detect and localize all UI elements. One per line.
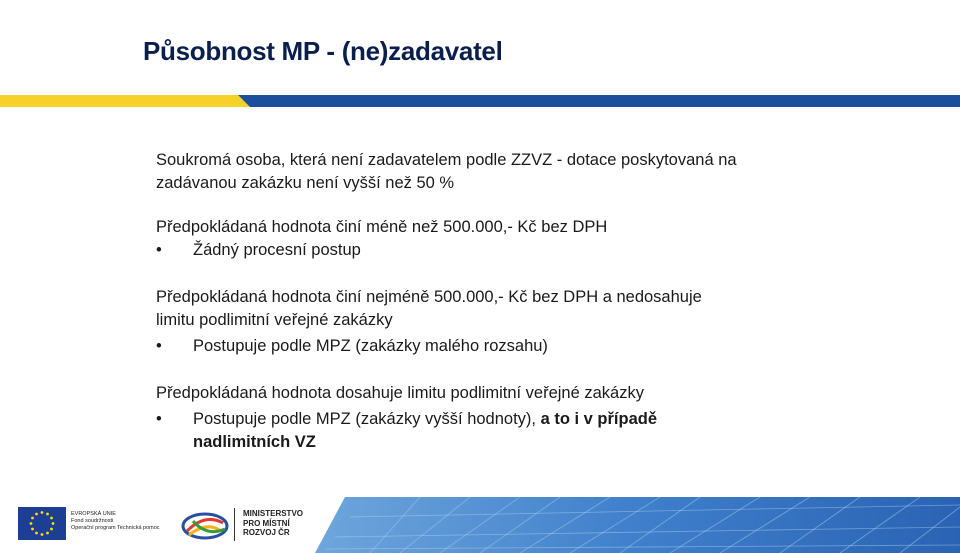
paragraph-2	[156, 216, 836, 239]
paragraph-1-line-2: zadávanou zakázku není vyšší než 50 %	[156, 174, 455, 192]
ministry-text-line: PRO MÍSTNÍ	[243, 518, 290, 528]
bullet-text-strong-line-2: nadlimitních VZ	[193, 433, 316, 451]
eu-logo-text	[71, 511, 160, 532]
eu-text-line: Fond soudržnosti	[71, 518, 114, 524]
ministry-logo-text	[243, 509, 303, 538]
paragraph-1-line-1: Soukromá osoba, která není zadavatelem podle ZZVZ - dotace poskytovaná na	[156, 151, 737, 169]
bullet-text: Postupuje podle MPZ (zakázky malého rozsahu)	[193, 337, 548, 355]
slide-title: Působnost MP - (ne)zadavatel	[143, 36, 503, 66]
eu-flag-icon	[18, 507, 66, 540]
bullet-item	[156, 239, 836, 262]
header-rule	[0, 95, 960, 107]
bullet-item	[156, 408, 836, 454]
eu-text-line: Operační program Technická pomoc	[71, 525, 160, 531]
bullet-icon: •	[156, 410, 162, 428]
header-rule-blue	[238, 95, 960, 107]
ministry-logo-icon	[181, 509, 229, 543]
eu-text-line: EVROPSKÁ UNIE	[71, 511, 116, 517]
bullet-text-strong: a to i v případě	[540, 410, 658, 428]
bullet-text: Žádný procesní postup	[193, 241, 361, 259]
ministry-logo-divider	[234, 508, 235, 541]
ministry-text-line: ROZVOJ ČR	[243, 528, 290, 537]
paragraph-3-line-2: limitu podlimitní veřejné zakázky	[156, 311, 393, 329]
paragraph-4	[156, 382, 836, 405]
paragraph-4-line-1: Předpokládaná hodnota dosahuje limitu podlimitní veřejné zakázky	[156, 384, 644, 402]
bullet-icon: •	[156, 337, 162, 355]
paragraph-3-line-1: Předpokládaná hodnota činí nejméně 500.000,- Kč bez DPH a nedosahuje	[156, 288, 702, 306]
ministry-text-line: MINISTERSTVO	[243, 509, 304, 518]
bullet-text: Postupuje podle MPZ (zakázky vyšší hodnoty),	[193, 410, 541, 428]
paragraph-2-line-1: Předpokládaná hodnota činí méně než 500.000,- Kč bez DPH	[156, 218, 608, 236]
bullet-item	[156, 335, 836, 358]
paragraph-1	[156, 149, 836, 195]
paragraph-3	[156, 286, 836, 332]
slide-content	[156, 149, 836, 454]
header-rule-yellow	[0, 95, 250, 107]
bullet-icon: •	[156, 241, 162, 259]
